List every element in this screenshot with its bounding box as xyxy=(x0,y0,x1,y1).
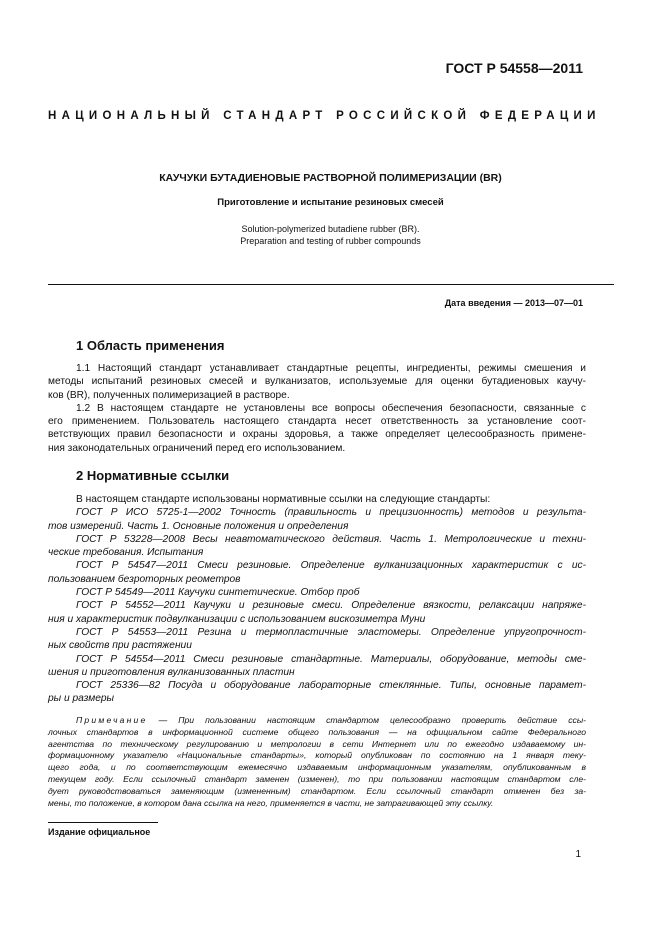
reference-line: ГОСТ Р 54552—2011 Каучуки и резиновые смеси. Определение вязкости, релаксации напряже- xyxy=(76,600,586,612)
page-number: 1 xyxy=(575,849,581,860)
reference-line: ГОСТ Р 54553—2011 Резина и термопластичные эластомеры. Определение упругопрочност- xyxy=(76,626,586,638)
note-line: лочных стандартов в информационной системе общего пользования — на официальном сайте Федерального xyxy=(48,726,586,737)
note-text: — При пользовании настоящим стандартом целесообразно проверить действие ссы- xyxy=(158,715,587,725)
national-standard-heading: НАЦИОНАЛЬНЫЙ СТАНДАРТ РОССИЙСКОЙ ФЕДЕРАЦИИ xyxy=(48,110,601,122)
reference-line: ГОСТ Р 54549—2011 Каучуки синтетические. Отбор проб xyxy=(76,587,360,599)
reference-line: тов измерений. Часть 1. Основные положения и определения xyxy=(48,520,349,532)
document-code: ГОСТ Р 54558—2011 xyxy=(445,60,583,76)
note-label: Примечание xyxy=(76,715,148,725)
reference-line: ческие требования. Испытания xyxy=(48,547,204,559)
section-1-body xyxy=(48,362,586,455)
section-2-body xyxy=(48,493,586,706)
section-1-heading: 1 Область применения xyxy=(76,338,225,353)
note-line: щего года, и по соответствующим ежемесячно издаваемым информационным указателям, опубликованным в xyxy=(48,762,586,773)
reference-line: ния и характеристик подвулканизации с использованием вискозиметра Муни xyxy=(48,613,426,625)
reference-line: шения и приготовления вулканизованных пластин xyxy=(48,666,295,678)
document-title: КАУЧУКИ БУТАДИЕНОВЫЕ РАСТВОРНОЙ ПОЛИМЕРИЗАЦИИ (BR) xyxy=(159,172,502,184)
text-line: его применением. Пользователь настоящего стандарта несет ответственность за установление соот- xyxy=(48,416,586,428)
text-line: ветствующих правил безопасности и охраны здоровья, а также определяет целесообразность примене- xyxy=(48,429,586,441)
section-2-heading: 2 Нормативные ссылки xyxy=(76,468,230,483)
text-line: 1.1 Настоящий стандарт устанавливает стандартные рецепты, ингредиенты, режимы смешения и xyxy=(76,363,586,374)
note-line: текущем году. Если ссылочный стандарт заменен (изменен), то при пользовании настоящим стандартом сле- xyxy=(48,773,586,784)
text-line: В настоящем стандарте использованы нормативные ссылки на следующие стандарты: xyxy=(76,494,491,505)
reference-line: пользованием безроторных реометров xyxy=(48,573,241,585)
official-edition-label: Издание официальное xyxy=(48,827,151,837)
note-first-line xyxy=(48,715,586,727)
text-line: 1.2 В настоящем стандарте не установлены все вопросы обеспечения безопасности, связанные с xyxy=(76,402,586,414)
note-line: формационному указателю «Национальные стандарты», который опубликован по состоянию на 1 января теку- xyxy=(48,750,586,761)
title-divider xyxy=(48,284,614,285)
note-line: дует руководствоваться заменяющим (измененным) стандартом. Если ссылочный стандарт отменен без за- xyxy=(48,785,586,796)
reference-line: ГОСТ 25336—82 Посуда и оборудование лабораторные стеклянные. Типы, основные парамет- xyxy=(76,680,586,692)
reference-line: ры и размеры xyxy=(48,693,115,705)
text-line: методы испытаний резиновых смесей и вулканизатов, используемые для оценки бутадиеновых каучу- xyxy=(48,376,586,388)
date-of-introduction: Дата введения — 2013—07—01 xyxy=(444,298,583,308)
reference-line: ных свойств при растяжении xyxy=(48,640,192,652)
reference-line: ГОСТ Р 54547—2011 Смеси резиновые. Определение вулканизационных характеристик с ис- xyxy=(76,560,586,572)
note-block xyxy=(48,715,586,809)
reference-line: ГОСТ Р ИСО 5725-1—2002 Точность (правильность и прецизионность) методов и результа- xyxy=(76,507,586,519)
text-line: ков (BR), полученных полимеризацией в растворе. xyxy=(48,389,290,401)
english-title-line-1: Solution-polymerized butadiene rubber (BR). xyxy=(241,224,420,234)
reference-line: ГОСТ Р 54554—2011 Смеси резиновые стандартные. Материалы, оборудование, методы сме- xyxy=(76,653,586,665)
document-subtitle: Приготовление и испытание резиновых смесей xyxy=(217,197,444,208)
reference-line: ГОСТ Р 53228—2008 Весы неавтоматического действия. Часть 1. Метрологические и техни- xyxy=(76,533,586,545)
text-line: ния законодательных ограничений перед его использованием. xyxy=(48,442,346,454)
english-title-line-2: Preparation and testing of rubber compounds xyxy=(240,236,421,246)
note-line: агентства по техническому регулированию и метрологии в сети Интернет или по ежегодно издаваемому ин- xyxy=(48,738,586,749)
footer-divider xyxy=(48,822,158,823)
note-line: мены, то положение, в котором дана ссылка на него, применяется в части, не затрагивающей эту ссылку. xyxy=(48,797,494,808)
